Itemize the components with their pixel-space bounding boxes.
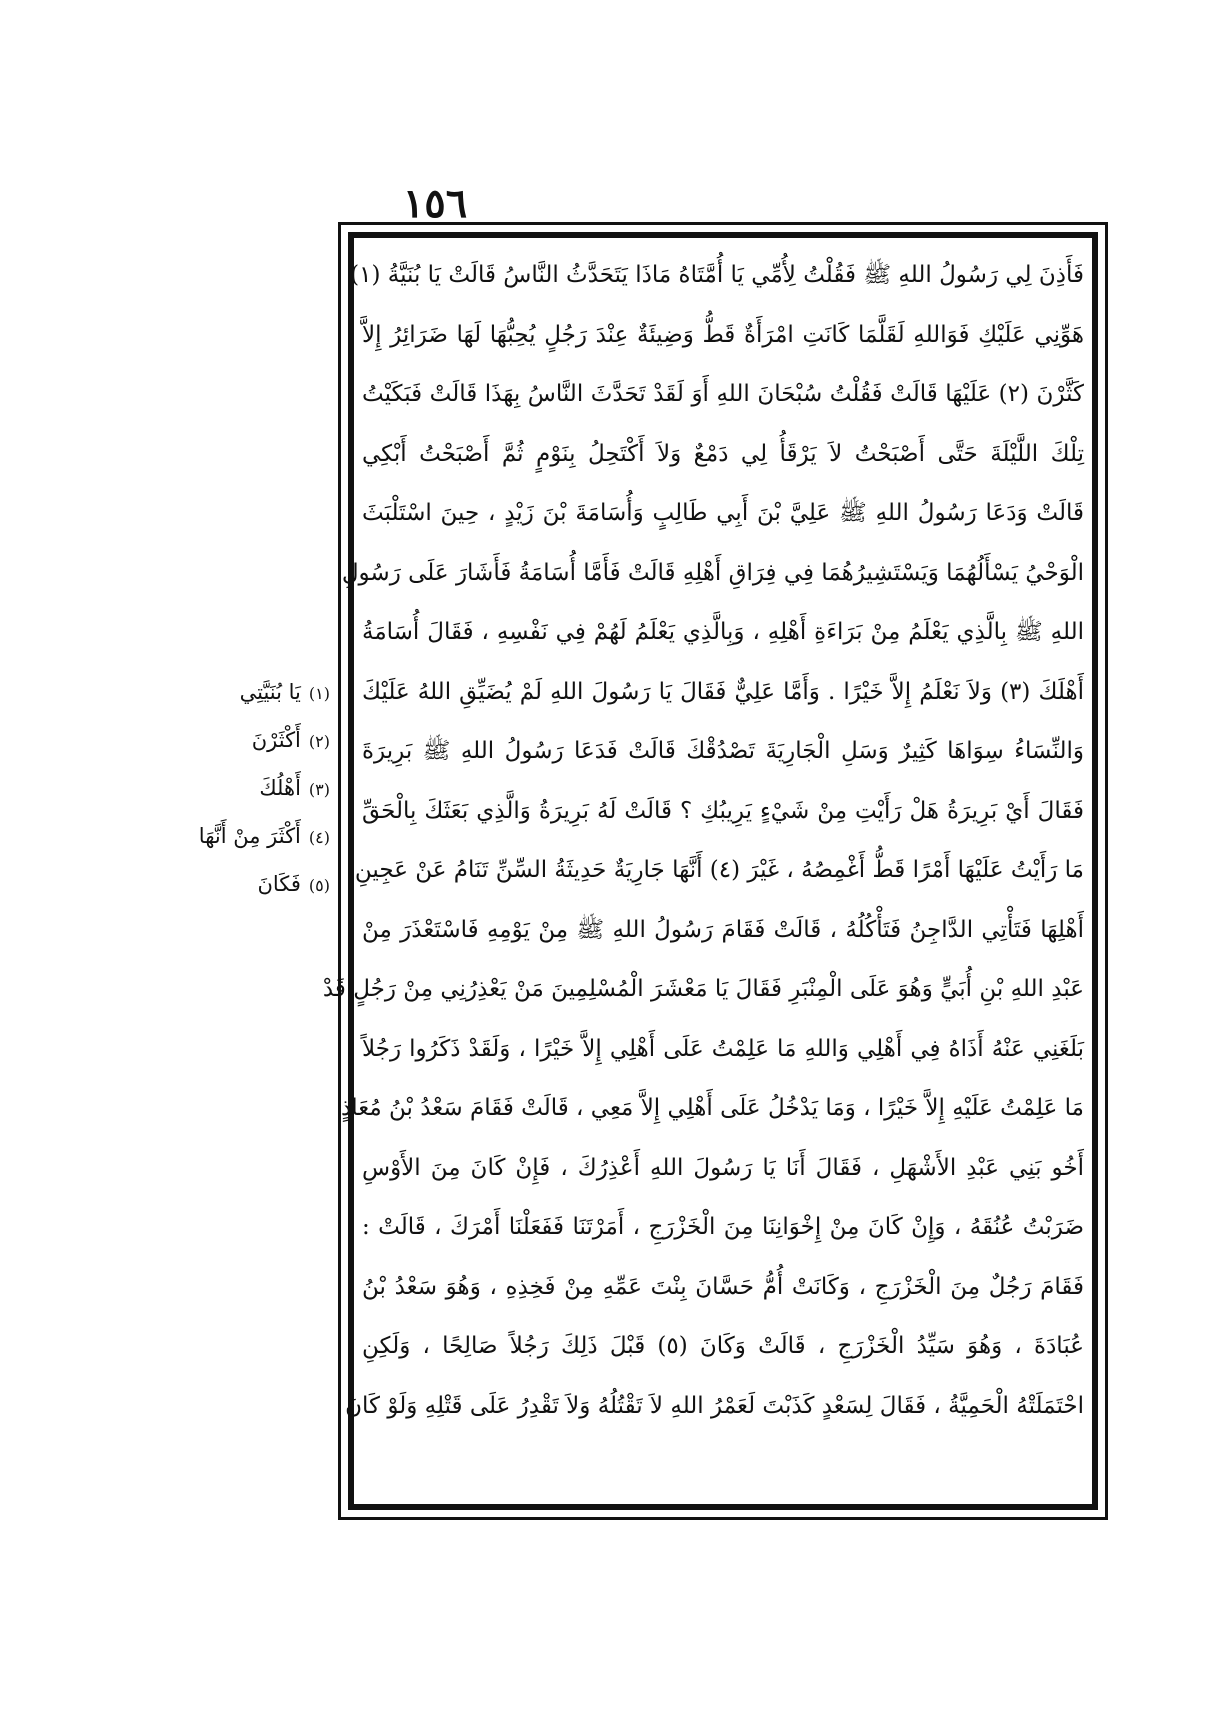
margin-footnotes: [150, 668, 330, 908]
footnote-item: [150, 860, 330, 908]
text-line: أَخُو بَنِي عَبْدِ الأَشْهَلِ ، فَقَالَ أَنَا يَا رَسُولَ اللهِ أَعْذِرُكَ ، فَإِنْ كَانَ مِنَ الأَوْسِ: [362, 1154, 1084, 1181]
footnote-item: [150, 812, 330, 860]
text-line: ضَرَبْتُ عُنُقَهُ ، وَإِنْ كَانَ مِنْ إِخْوَانِنَا مِنَ الْخَزْرَجِ ، أَمَرْتَنَا فَفَعَلْنَا أَمْرَكَ ، قَالَتْ :: [362, 1214, 1084, 1240]
text-line: أَهْلَكَ (٣) وَلاَ نَعْلَمُ إِلاَّ خَيْرًا . وَأَمَّا عَلِيٌّ فَقَالَ يَا رَسُولَ اللهِ لَمْ يُضَيِّقِ اللهُ عَلَيْكَ: [362, 678, 1084, 705]
text-line: فَقَالَ أَيْ بَرِيرَةُ هَلْ رَأَيْتِ مِنْ شَيْءٍ يَرِيبُكِ ؟ قَالَتْ لَهُ بَرِيرَةُ وَالَّذِي بَعَثَكَ بِالْحَقِّ: [362, 797, 1084, 824]
text-line: عَبْدِ اللهِ بْنِ أُبَيٍّ وَهُوَ عَلَى الْمِنْبَرِ فَقَالَ يَا مَعْشَرَ الْمُسْلِمِينَ مَنْ يَعْذِرُنِي مِنْ رَجُلٍ قَدْ: [322, 976, 1084, 1002]
page-number: ١٥٦: [402, 180, 468, 227]
footnote-number: (٥): [308, 876, 330, 895]
footnote-text: أَكْثَرَ مِنْ أَنَّهَا: [198, 824, 301, 848]
text-line: تِلْكَ اللَّيْلَةَ حَتَّى أَصْبَحْتُ لاَ يَرْقَأُ لِي دَمْعٌ وَلاَ أَكْتَحِلُ بِنَوْمٍ ثُمَّ أَصْبَحْتُ أَبْكِي: [362, 440, 1084, 467]
text-line: مَا عَلِمْتُ عَلَيْهِ إِلاَّ خَيْرًا ، وَمَا يَدْخُلُ عَلَى أَهْلِي إِلاَّ مَعِي ، قَالَتْ فَقَامَ سَعْدُ بْنُ مُعَاذٍ: [341, 1095, 1084, 1121]
footnote-item: [150, 764, 330, 812]
text-line: هَوِّنِي عَلَيْكِ فَوَاللهِ لَقَلَّمَا كَانَتِ امْرَأَةٌ قَطُّ وَضِيئَةٌ عِنْدَ رَجُلٍ يُحِبُّهَا لَهَا ضَرَائِرُ إِلاَّ: [362, 321, 1084, 348]
text-line: مَا رَأَيْتُ عَلَيْهَا أَمْرًا قَطُّ أَغْمِصُهُ ، غَيْرَ (٤) أَنَّهَا جَارِيَةٌ حَدِيثَةُ السِّنِّ تَنَامُ عَنْ عَجِينِ: [354, 857, 1084, 883]
footnote-text: أَكْثَرْنَ: [251, 728, 301, 752]
footnote-number: (٤): [308, 828, 330, 847]
text-line: أَهْلِهَا فَتَأْتِي الدَّاجِنُ فَتَأْكُلُهُ ، قَالَتْ فَقَامَ رَسُولُ اللهِ ﷺ مِنْ يَوْمِهِ فَاسْتَعْذَرَ مِنْ: [362, 916, 1084, 943]
footnote-number: (٣): [308, 780, 330, 799]
text-line: كَثَّرْنَ (٢) عَلَيْهَا قَالَتْ فَقُلْتُ سُبْحَانَ اللهِ أَوَ لَقَدْ تَحَدَّثَ النَّاسُ بِهَذَا قَالَتْ فَبَكَيْتُ: [362, 381, 1084, 407]
footnote-number: (١): [308, 684, 330, 703]
text-line: احْتَمَلَتْهُ الْحَمِيَّةُ ، فَقَالَ لِسَعْدٍ كَذَبْتَ لَعَمْرُ اللهِ لاَ تَقْتُلُهُ وَلاَ تَقْدِرُ عَلَى قَتْلِهِ وَلَوْ كَانَ: [345, 1392, 1084, 1419]
text-line: فَقَامَ رَجُلٌ مِنَ الْخَزْرَجِ ، وَكَانَتْ أُمُّ حَسَّانَ بِنْتَ عَمِّهِ مِنْ فَخِذِهِ ، وَهُوَ سَعْدُ بْنُ: [362, 1273, 1084, 1300]
footnote-text: أَهْلُكَ: [259, 776, 301, 800]
text-line: بَلَغَنِي عَنْهُ أَذَاهُ فِي أَهْلِي وَاللهِ مَا عَلِمْتُ عَلَى أَهْلِي إِلاَّ خَيْرًا ، وَلَقَدْ ذَكَرُوا رَجُلاً: [362, 1035, 1084, 1062]
footnote-number: (٢): [308, 732, 330, 751]
text-line: عُبَادَةَ ، وَهُوَ سَيِّدُ الْخَزْرَجِ ، قَالَتْ وَكَانَ (٥) قَبْلَ ذَلِكَ رَجُلاً صَالِحًا ، وَلَكِنِ: [362, 1333, 1084, 1359]
main-text: [322, 246, 1084, 1496]
text-line: الْوَحْيُ يَسْأَلُهُمَا وَيَسْتَشِيرُهُمَا فِي فِرَاقِ أَهْلِهِ قَالَتْ فَأَمَّا أُسَامَةُ فَأَشَارَ عَلَى رَسُولِ: [341, 559, 1084, 586]
footnote-item: [150, 716, 330, 764]
footnote-text: يَا بُنَيَّتِي: [239, 680, 301, 704]
text-line: وَالنِّسَاءُ سِوَاهَا كَثِيرٌ وَسَلِ الْجَارِيَةَ تَصْدُقْكَ قَالَتْ فَدَعَا رَسُولُ اللهِ ﷺ بَرِيرَةَ: [362, 738, 1084, 764]
text-line: اللهِ ﷺ بِالَّذِي يَعْلَمُ مِنْ بَرَاءَةِ أَهْلِهِ ، وَبِالَّذِي يَعْلَمُ لَهُمْ فِي نَفْسِهِ ، فَقَالَ أُسَامَةُ: [362, 619, 1084, 645]
footnote-text: فَكَانَ: [257, 872, 301, 896]
text-line: فَأَذِنَ لِي رَسُولُ اللهِ ﷺ فَقُلْتُ لِأُمِّي يَا أُمَّتَاهُ مَاذَا يَتَحَدَّثُ النَّاسُ قَالَتْ يَا بُنَيَّةُ (١): [350, 262, 1084, 288]
text-line: قَالَتْ وَدَعَا رَسُولُ اللهِ ﷺ عَلِيَّ بْنَ أَبِي طَالِبٍ وَأُسَامَةَ بْنَ زَيْدٍ ، حِينَ اسْتَلْبَثَ: [362, 500, 1084, 526]
footnote-item: [150, 668, 330, 716]
